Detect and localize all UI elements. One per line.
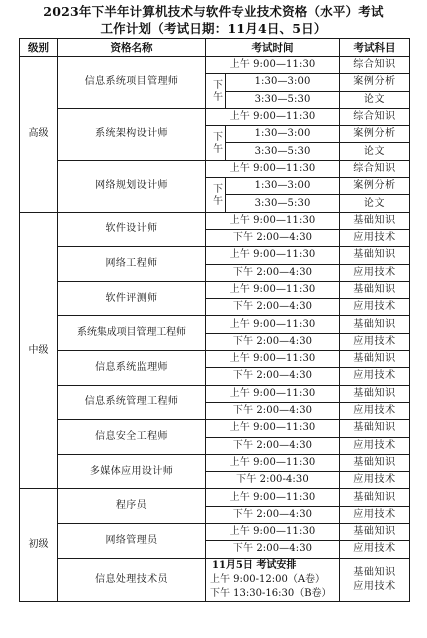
exam-subject: 论文: [340, 91, 410, 108]
qualification-name: 信息系统项目管理师: [58, 57, 206, 109]
exam-subject: 应用技术: [340, 541, 410, 558]
exam-time: 下午 2:00—4:30: [206, 299, 340, 316]
exam-subject: 应用技术: [340, 333, 410, 350]
exam-subject: 综合知识: [340, 160, 410, 177]
exam-subject: 应用技术: [353, 580, 396, 592]
exam-time: 上午 9:00—11:30: [206, 524, 340, 541]
exam-subject: 论文: [340, 143, 410, 160]
info-processing-subjects: [340, 558, 410, 601]
exam-time: 3:30—5:30: [226, 195, 340, 212]
exam-time: 上午 9:00—11:30: [206, 247, 340, 264]
exam-time: 3:30—5:30: [226, 143, 340, 160]
table-row: [20, 281, 410, 298]
qualification-name: 信息安全工程师: [58, 420, 206, 455]
exam-time: 上午 9:00—11:30: [206, 160, 340, 177]
table-row: [20, 420, 410, 437]
title-line-2: 工作计划（考试日期：11月4日、5日）: [100, 21, 327, 36]
exam-subject: 应用技术: [340, 264, 410, 281]
afternoon-label: 下午: [206, 178, 226, 213]
table-row: [20, 524, 410, 541]
exam-subject: 案例分析: [340, 74, 410, 91]
table-row: [20, 489, 410, 506]
level-senior: 高级: [20, 57, 58, 213]
qualification-name: 系统架构设计师: [58, 108, 206, 160]
exam-subject: 基础知识: [353, 566, 396, 578]
exam-subject: 应用技术: [340, 299, 410, 316]
exam-subject: 基础知识: [340, 351, 410, 368]
exam-subject: 基础知识: [340, 489, 410, 506]
exam-time: 1:30—3:00: [226, 74, 340, 91]
qualification-name: 软件设计师: [58, 212, 206, 247]
table-row: [20, 108, 410, 125]
qualification-name: 网络工程师: [58, 247, 206, 282]
exam-subject: 案例分析: [340, 178, 410, 195]
exam-subject: 应用技术: [340, 402, 410, 419]
header-level: 级别: [20, 39, 58, 57]
table-row: [20, 385, 410, 402]
exam-time: 上午 9:00—11:30: [206, 420, 340, 437]
qualification-name: 信息系统监理师: [58, 351, 206, 386]
schedule-heading: 11月5日 考试安排: [212, 559, 297, 571]
exam-subject: 基础知识: [340, 420, 410, 437]
exam-time: 上午 9:00—11:30: [206, 489, 340, 506]
exam-time: 上午 9:00—11:30: [206, 212, 340, 229]
exam-time: 上午 9:00—11:30: [206, 385, 340, 402]
header-subject: 考试科目: [340, 39, 410, 57]
afternoon-label: 下午: [206, 126, 226, 161]
table-row: [20, 454, 410, 471]
level-junior: 初级: [20, 489, 58, 601]
exam-subject: 应用技术: [340, 472, 410, 489]
exam-time: 上午 9:00—11:30: [206, 57, 340, 74]
exam-subject: 综合知识: [340, 57, 410, 74]
qualification-name: 软件评测师: [58, 281, 206, 316]
table-row: [20, 160, 410, 177]
table-row: [20, 316, 410, 333]
exam-subject: 应用技术: [340, 229, 410, 246]
header-row: [20, 39, 410, 57]
exam-subject: 基础知识: [340, 316, 410, 333]
exam-time: 下午 2:00—4:30: [206, 402, 340, 419]
qualification-name: 多媒体应用设计师: [58, 454, 206, 489]
exam-subject: 应用技术: [340, 368, 410, 385]
exam-time: 下午 2:00—4:30: [206, 506, 340, 523]
exam-time: 3:30—5:30: [226, 91, 340, 108]
exam-time: 下午 2:00-4:30: [206, 472, 340, 489]
title-line-1: 2023年下半年计算机技术与软件专业技术资格（水平）考试: [43, 4, 384, 19]
schedule-afternoon: 下午 13:30-16:30（B卷）: [210, 587, 332, 599]
exam-time: 上午 9:00—11:30: [206, 351, 340, 368]
table-row: [20, 351, 410, 368]
exam-subject: 论文: [340, 195, 410, 212]
exam-subject: 基础知识: [340, 247, 410, 264]
schedule-morning: 上午 9:00-12:00（A卷）: [210, 573, 326, 585]
qualification-name: 信息系统管理工程师: [58, 385, 206, 420]
header-time: 考试时间: [206, 39, 340, 57]
qualification-name: 系统集成项目管理工程师: [58, 316, 206, 351]
document-title: [0, 3, 427, 37]
exam-time: 下午 2:00—4:30: [206, 541, 340, 558]
table-row: [20, 212, 410, 229]
exam-time: 上午 9:00—11:30: [206, 281, 340, 298]
table-row: [20, 57, 410, 74]
header-qualification: 资格名称: [58, 39, 206, 57]
qualification-name: 网络管理员: [58, 524, 206, 559]
exam-time: 上午 9:00—11:30: [206, 108, 340, 125]
afternoon-label: 下午: [206, 74, 226, 109]
qualification-name: 网络规划设计师: [58, 160, 206, 212]
exam-subject: 基础知识: [340, 281, 410, 298]
exam-time: 上午 9:00—11:30: [206, 316, 340, 333]
info-processing-schedule: [206, 558, 340, 601]
exam-time: 下午 2:00—4:30: [206, 229, 340, 246]
exam-time: 下午 2:00—4:30: [206, 437, 340, 454]
qualification-name: 程序员: [58, 489, 206, 524]
exam-time: 1:30—3:00: [226, 178, 340, 195]
exam-subject: 基础知识: [340, 454, 410, 471]
exam-subject: 综合知识: [340, 108, 410, 125]
exam-time: 1:30—3:00: [226, 126, 340, 143]
exam-time: 下午 2:00—4:30: [206, 333, 340, 350]
exam-subject: 基础知识: [340, 385, 410, 402]
exam-subject: 案例分析: [340, 126, 410, 143]
table-row: [20, 247, 410, 264]
exam-subject: 基础知识: [340, 212, 410, 229]
exam-subject: 应用技术: [340, 437, 410, 454]
exam-time: 下午 2:00—4:30: [206, 368, 340, 385]
exam-subject: 基础知识: [340, 524, 410, 541]
exam-subject: 应用技术: [340, 506, 410, 523]
exam-time: 上午 9:00—11:30: [206, 454, 340, 471]
qualification-name: 信息处理技术员: [58, 558, 206, 601]
exam-time: 下午 2:00—4:30: [206, 264, 340, 281]
exam-schedule-table: [19, 38, 410, 602]
level-intermediate: 中级: [20, 212, 58, 489]
